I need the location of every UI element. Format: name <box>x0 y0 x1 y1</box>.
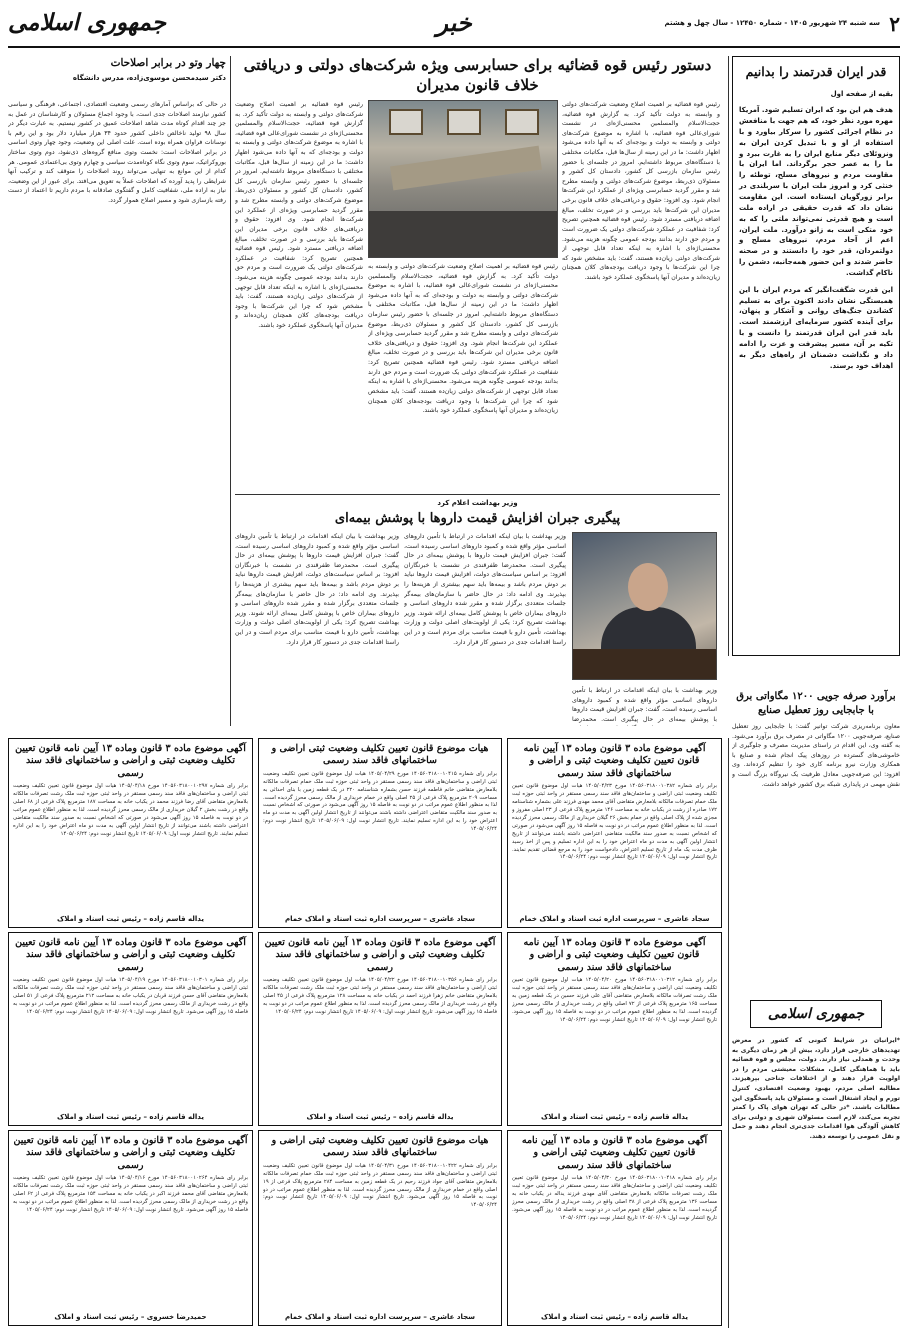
ad-body: برابر رای شماره ۱۴۰۵۶۰۳۱۸۰۰۱۰۳۸۲ مورخ ۱۴۰۵/۰۴/۲۳ هیات اول موضوع قانون تعیین تکلیف وضعیت ثبتی اراضی و ساختمان‌های فاقد سند رسمی مستقر در واحد ثبتی حوزه ثبت ملک خمام تصرفات مالکانه بلامعارض متقاضی آقای محمد مهدی فرزند علی بشماره شناسنامه ۱۷۲ صادره از رشت در یکباب خانه به مساحت ۱۴۶ مترمربع پلاک فرعی از ۲۳ اصلی مفروز و مجزی شده از پلاک اصلی واقع در خمام بخش ۲۶ گیلان خریداری از مالک رسمی محرز گردیده است. لذا به منظور اطلاع عموم مراتب در دو نوبت به فاصله ۱۵ روز آگهی می‌شود در صورتی که اشخاص نسبت به صدور سند مالکیت متقاضی اعتراضی داشته باشند می‌توانند از تاریخ انتشار اولین آگهی به مدت دو ماه اعتراض خود را به این اداره تسلیم و پس از اخذ رسید ظرف مدت یک ماه از تاریخ تسلیم اعتراض، دادخواست خود را به مرجع قضائی تقدیم نمایند. تاریخ انتشار نوبت اول: ۱۴۰۵/۰۶/۰۹ تاریخ انتشار نوبت دوم: ۱۴۰۵/۰۶/۲۴ <box>512 783 717 861</box>
masthead <box>8 6 900 44</box>
ad-title: آگهی موضوع ماده ۳ قانون وماده ۱۳ آیین نامه قانون تعیین تکلیف وضعیت ثبتی و اراضی و ساختمانهای فاقد سند رسمی <box>523 743 706 779</box>
ad-signature: حمیدرضا خسروی – رئیس ثبت اسناد و املاک <box>54 1312 207 1321</box>
ad-signature: سجاد عاشری – سرپرست اداره ثبت اسناد و املاک خمام <box>284 1312 476 1321</box>
legal-ad <box>258 932 502 1126</box>
dateline: سه شنبه ۲۴ شهریور ۱۴۰۵ - شماره ۱۲۴۵۰ - سال چهل و هشتم <box>664 19 880 27</box>
paper-logo: جمهوری اسلامی <box>8 9 166 36</box>
ad-body: برابر رای شماره ۱۴۰۵۶۰۳۱۸۰۰۱۰۴۲۲ مورخ ۱۴۰۵/۰۴/۳۱ هیات اول موضوع قانون تعیین تکلیف وضعیت ثبتی اراضی و ساختمان‌های فاقد سند رسمی مستقر در واحد ثبتی حوزه ثبت ملک خمام تصرفات مالکانه بلامعارض متقاضی آقای جواد فرزند رحیم در یک قطعه زمین به مساحت ۲۸۴ مترمربع پلاک فرعی از ۱۹ اصلی واقع در خمام خریداری از مالک رسمی محرز گردیده است. لذا به منظور اطلاع عموم مراتب در دو نوبت به فاصله ۱۵ روز آگهی می‌شود. تاریخ انتشار نوبت اول: ۱۴۰۵/۰۶/۰۹ تاریخ انتشار نوبت دوم: ۱۴۰۵/۰۶/۲۴ <box>263 1162 497 1209</box>
legal-ad <box>258 738 502 928</box>
health-story-col-3: وزیر بهداشت با بیان اینکه اقدامات در ارتباط با تأمین داروهای اساسی مؤثر واقع شده و کمبود داروهای اساسی رسیده است، گفت: جبران افزایش قیمت داروها با پوشش بیمه‌ای در حال پیگیری است. محمدرضا ظفرقندی در نشست با خبرنگاران افزود: بر اساس سیاست‌های دولت، افزایش قیمت داروها نباید بر دوش مردم باشد و بیمه‌ها باید سهم بیشتری از هزینه‌ها را بپذیرند. وی ادامه داد: در حال حاضر با سازمان‌های بیمه‌گر جلسات متعددی برگزار شده و مقرر شده داروهای اساسی و داروهای بیماران خاص با پوشش کامل بیمه‌ای ارائه شوند. وزیر بهداشت تصریح کرد: یکی از اولویت‌های اصلی دولت و وزارت بهداشت، تأمین دارو با قیمت مناسب برای مردم است و در این راستا اقدامات جدی در دستور کار قرار دارد. <box>235 533 399 646</box>
legal-ad <box>507 738 722 928</box>
ad-title: آگهی موضوع ماده ۳ قانون وماده ۱۳ آیین نامه قانون تعیین تکلیف وضعیت ثبتی و اراضی و ساختمانهای فاقد سند رسمی <box>15 743 246 779</box>
left-opinion-author: دکتر سیدمحسن موسوی‌زاده، مدرس دانشگاه <box>72 74 226 82</box>
legal-ad <box>8 1130 253 1326</box>
ad-signature: سجاد عاشری – سرپرست اداره ثبت اسناد و املاک خمام <box>519 914 710 923</box>
health-minister-photo <box>572 532 717 680</box>
photo-table <box>369 211 557 257</box>
left-opinion-title: چهار وتو در برابر اصلاحات <box>110 57 226 69</box>
page-number: ۲ <box>889 12 900 36</box>
legal-ad <box>258 1130 502 1326</box>
editorial-subtitle: بقیه از صفحه اول <box>830 90 893 99</box>
photo-face <box>628 563 668 611</box>
ad-body: برابر رای شماره ۱۴۰۵۶۰۳۱۸۰۰۱۰۳۱۲ مورخ ۱۴۰۵/۰۴/۲۰ هیات اول موضوع قانون تعیین تکلیف وضعیت ثبتی اراضی و ساختمان‌های فاقد سند رسمی مستقر در واحد ثبتی حوزه ثبت ملک رشت تصرفات مالکانه بلامعارض متقاضی آقای علی فرزند حسین در یک قطعه زمین به مساحت ۱۶۵ مترمربع پلاک فرعی از ۷۲ اصلی واقع در رشت خریداری از مالک رسمی محرز گردیده است. لذا به منظور اطلاع عموم مراتب در دو نوبت به فاصله ۱۵ روز آگهی می‌شود. تاریخ انتشار نوبت اول: ۱۴۰۵/۰۶/۰۹ تاریخ انتشار نوبت دوم: ۱۴۰۵/۰۶/۲۴ <box>512 977 717 1023</box>
main-story-col-1: رئیس قوه قضائیه بر اهمیت اصلاح وضعیت شرکت‌های دولتی و وابسته به دولت تأکید کرد. به گزارش قوه قضائیه، حجت‌الاسلام والمسلمین محسنی‌اژه‌ای در نشست شورای‌عالی قوه قضائیه، با اشاره به موضوع شرکت‌های دولتی و وابسته به دولت و بودجه‌ای که به آنها داده می‌شود اظهار داشت: ما در این زمینه از سال‌ها قبل، مکاتبات مختلفی با دستگاه‌های مربوط داشته‌ایم. امروز در جلسه‌ای با حضور رئیس سازمان بازرسی کل کشور، دادستان کل کشور و مسئولان ذی‌ربط، موضوع شرکت‌های دولتی و وابسته مطرح شد و مقرر گردید حسابرسی ویژه‌ای از عملکرد این شرکت‌ها انجام شود. وی افزود: حقوق و دریافتی‌های خلاف قانون برخی مدیران این شرکت‌ها باید بررسی و در صورت تخلف، مبالغ اضافه دریافتی مسترد شود. رئیس قوه قضائیه همچنین تصریح کرد: شفافیت در عملکرد شرکت‌های دولتی یک ضرورت است و مردم حق دارند بدانند بودجه عمومی چگونه هزینه می‌شود. محسنی‌اژه‌ای با اشاره به اینکه تعداد قابل توجهی از شرکت‌های دولتی زیان‌ده هستند، گفت: باید مشخص شود که چرا این شرکت‌ها با وجود دریافت بودجه‌های کلان همچنان زیان‌ده‌اند و مدیران آنها پاسخگوی عملکرد خود باشند. <box>562 101 720 281</box>
top-rule <box>8 46 900 48</box>
ad-body: برابر رای شماره ۱۴۰۵۶۰۳۱۸۰۰۱۰۴۱۸ مورخ ۱۴۰۵/۰۴/۳۰ هیات اول موضوع قانون تعیین تکلیف وضعیت ثبتی اراضی و ساختمان‌های فاقد سند رسمی مستقر در واحد ثبتی حوزه ثبت ملک رشت تصرفات مالکانه بلامعارض متقاضی آقای مهدی فرزند یداله در یکباب خانه به مساحت ۱۳۶ مترمربع پلاک فرعی از ۳۸ اصلی واقع در رشت خریداری از مالک رسمی محرز گردیده است. لذا به منظور اطلاع عموم مراتب در دو نوبت به فاصله ۱۵ روز آگهی می‌شود. تاریخ انتشار نوبت اول: ۱۴۰۵/۰۶/۰۹ تاریخ انتشار نوبت دوم: ۱۴۰۵/۰۶/۲۴ <box>512 1175 717 1221</box>
ad-signature: یداله قاسم زاده – رئیس ثبت اسناد و املاک <box>541 1312 688 1321</box>
power-story-text: معاون برنامه‌ریزی شرکت توانیر گفت: با جابجایی روز تعطیل صنایع، صرفه‌جویی ۱۲۰۰ مگاواتی در مصرف برق برآورد می‌شود. به گفته وی، این اقدام در راستای مدیریت مصرف و جلوگیری از خاموشی‌های گسترده در روزهای پیک انجام شده و صنایع با همکاری وزارت نیرو برنامه کاری خود را تنظیم کرده‌اند. وی افزود: این صرفه‌جویی معادل ظرفیت یک نیروگاه بزرگ است و نقش مهمی در پایداری شبکه برق کشور خواهد داشت. <box>732 723 900 788</box>
photo-frame-2 <box>447 109 481 135</box>
ad-title: آگهی موضوع ماده ۳ قانون وماده ۱۳ آیین نامه قانون تعیین تکلیف وضعیت ثبتی و اراضی و ساختمانهای فاقد سند رسمی <box>15 937 246 973</box>
power-headline: برآورد صرفه جویی ۱۲۰۰ مگاواتی برق با جابجایی روز تعطیل صنایع <box>736 691 896 716</box>
ad-title: آگهی موضوع ماده ۳ قانون وماده ۱۳ آیین نامه قانون تعیین تکلیف وضعیت ثبتی و اراضی و ساختمانهای فاقد سند رسمی <box>523 937 706 973</box>
ad-title: هیات موضوع قانون تعیین تکلیف وضعیت ثبتی اراضی و ساختمانهای فاقد سند رسمی <box>271 743 489 767</box>
section-name: خبر <box>436 8 472 37</box>
ad-signature: یداله قاسم زاده – رئیس ثبت اسناد و املاک <box>541 1112 688 1121</box>
main-story-col-3: رئیس قوه قضائیه بر اهمیت اصلاح وضعیت شرکت‌های دولتی و وابسته به دولت تأکید کرد. به گزارش قوه قضائیه، حجت‌الاسلام والمسلمین محسنی‌اژه‌ای در نشست شورای‌عالی قوه قضائیه، با اشاره به موضوع شرکت‌های دولتی و وابسته به دولت و بودجه‌ای که به آنها داده می‌شود اظهار داشت: ما در این زمینه از سال‌ها قبل، مکاتبات مختلفی با دستگاه‌های مربوط داشته‌ایم. امروز در جلسه‌ای با حضور رئیس سازمان بازرسی کل کشور، دادستان کل کشور و مسئولان ذی‌ربط، موضوع شرکت‌های دولتی و وابسته مطرح شد و مقرر گردید حسابرسی ویژه‌ای از عملکرد این شرکت‌ها انجام شود. وی افزود: حقوق و دریافتی‌های خلاف قانون برخی مدیران این شرکت‌ها باید بررسی و در صورت تخلف، مبالغ اضافه دریافتی مسترد شود. رئیس قوه قضائیه همچنین تصریح کرد: شفافیت در عملکرد شرکت‌های دولتی یک ضرورت است و مردم حق دارند بدانند بودجه عمومی چگونه هزینه می‌شود. محسنی‌اژه‌ای با اشاره به اینکه تعداد قابل توجهی از شرکت‌های دولتی زیان‌ده هستند، گفت: باید مشخص شود که چرا این شرکت‌ها با وجود دریافت بودجه‌های کلان همچنان زیان‌ده‌اند و مدیران آنها پاسخگوی عملکرد خود باشند. <box>235 101 363 330</box>
ad-title: آگهی موضوع ماده ۳ قانون وماده ۱۳ آیین نامه قانون تعیین تکلیف وضعیت ثبتی و اراضی و ساختمانهای فاقد سند رسمی <box>264 937 496 973</box>
ad-signature: سجاد عاشری – سرپرست اداره ثبت اسناد و املاک خمام <box>284 914 476 923</box>
section-rule <box>235 494 720 495</box>
column-rule <box>728 56 729 656</box>
health-headline: پیگیری جبران افزایش قیمت داروها با پوشش بیمه‌ای <box>334 511 621 526</box>
photo-frame-3 <box>505 109 539 135</box>
health-kicker: وزیر بهداشت اعلام کرد <box>437 499 518 507</box>
photo-frame-1 <box>389 109 423 135</box>
left-opinion-text: در حالی که براساس آمارهای رسمی وضعیت اقتصادی، اجتماعی، فرهنگی و سیاسی کشور نیازمند اصلاحات جدی است، با وجود اجماع مسئولان و کارشناسان در عمل به جز چند اقدام کوتاه مدت شاهد اصلاحات عمیق در کشور نیستیم. به عبارت دیگر در سال ۹۸ تولید ناخالص داخلی کشور حدود ۳۴ هزار میلیارد دلار بود و این رقم با نوسانات فراوان همراه بوده است. علت اصلی این وضعیت، وجود چهار وتوی اساسی در برابر اصلاحات است: نخست وتوی منافع گروه‌های ذی‌نفوذ، دوم وتوی ساختار بوروکراتیک، سوم وتوی نگاه کوتاه‌مدت سیاسی و چهارم وتوی بی‌اعتمادی عمومی. هر کدام از این موانع به تنهایی می‌تواند روند اصلاحات را متوقف کند و ترکیب آنها شرایطی را پدید آورده که اصلاحات عملاً به تعویق می‌افتد. برای عبور از این وضعیت، نیاز به اراده ملی، شفافیت کامل و گفتگوی صادقانه با مردم داریم تا اعتماد از دست رفته بازسازی شود و مسیر اصلاح هموار گردد. <box>8 101 226 205</box>
ad-signature: یداله قاسم زاده – رئیس ثبت اسناد و املاک <box>57 914 204 923</box>
column-rule <box>230 56 231 726</box>
main-headline: دستور رئیس قوه قضائیه برای حسابرسی ویژه شرکت‌های دولتی و دریافتی خلاف قانون مدیران <box>243 56 712 94</box>
ad-signature: یداله قاسم زاده – رئیس ثبت اسناد و املاک <box>306 1112 454 1121</box>
photo-desk <box>573 649 716 679</box>
photo-banner <box>390 146 542 191</box>
legal-ad <box>507 1130 722 1326</box>
ad-title: آگهی موضوع ماده ۳ قانون و ماده ۱۳ آیین نامه قانون تعیین تکلیف وضعیت ثبتی اراضی و ساختمانهای فاقد سند رسمی <box>521 1135 708 1171</box>
ad-title: آگهی موضوع ماده ۳ قانون و ماده ۱۳ آیین نامه قانون تعیین تکلیف وضعیت ثبتی و اراضی و ساختمانهای فاقد سند رسمی <box>13 1135 248 1171</box>
editorial-text: هدف هم این بود که ایران تسلیم شود. آمریکا مهره مورد نظر خود، که هم جهت با منافعش در نظام اجرائی کشور را سرکار بیاورد و با استفاده از او و با تبدیل کردن ایران به ونزوئلای دیگر منابع ایران را به غارت ببرد و ما را به عصر حجر برگرداند. اما ایران با مقاومت مردم و نیروهای مسلح، توطئه را خنثی کرد و امروز ملت ایران با سربلندی در برابر زورگویان ایستاده است. این مقاومت نشان داد که قدرت حقیقی در اراده ملت است و هیچ قدرتی نمی‌تواند ملتی را که به خود متکی است به زانو درآورد. ملت ایران، اعم از آحاد مردم، نیروهای مسلح و دولتمردان، قدر خود را دانستند و در صحنه حاضر شدند و این حضور همه‌جانبه، دشمن را ناکام گذاشت. <box>739 106 893 277</box>
health-story-col-1: وزیر بهداشت با بیان اینکه اقدامات در ارتباط با تأمین داروهای اساسی مؤثر واقع شده و کمبود داروهای اساسی رسیده است، گفت: جبران افزایش قیمت داروها با پوشش بیمه‌ای در حال پیگیری است. محمدرضا <box>572 687 717 723</box>
legal-ad <box>507 932 722 1126</box>
ad-body: برابر رای شماره ۱۴۰۵۶۰۳۱۸۰۰۱۰۳۰۱ مورخ ۱۴۰۵/۰۴/۱۹ هیات اول موضوع قانون تعیین تکلیف وضعیت ثبتی اراضی و ساختمان‌های فاقد سند رسمی مستقر در واحد ثبتی حوزه ثبت ملک رشت تصرفات مالکانه بلامعارض متقاضی آقای حسن فرزند قربان در یکباب خانه به مساحت ۲۱۲ مترمربع پلاک فرعی از ۵۱ اصلی واقع در رشت خریداری از مالک رسمی محرز گردیده است. لذا به منظور اطلاع عموم مراتب در دو نوبت به فاصله ۱۵ روز آگهی می‌شود. تاریخ انتشار نوبت اول: ۱۴۰۵/۰۶/۰۹ تاریخ انتشار نوبت دوم: ۱۴۰۵/۰۶/۲۴ <box>13 977 248 1015</box>
ad-body: برابر رای شماره ۱۴۰۵۶۰۳۱۸۰۰۱۰۳۵۶ مورخ ۱۴۰۵/۰۴/۲۲ هیات اول موضوع قانون تعیین تکلیف وضعیت ثبتی اراضی و ساختمان‌های فاقد سند رسمی مستقر در واحد ثبتی حوزه ثبت ملک رشت تصرفات مالکانه بلامعارض متقاضی خانم زهرا فرزند احمد در یکباب خانه به مساحت ۱۲۸ مترمربع پلاک فرعی از ۴۵ اصلی واقع در رشت خریداری از مالک رسمی محرز گردیده است. لذا به منظور اطلاع عموم مراتب در دو نوبت به فاصله ۱۵ روز آگهی می‌شود. تاریخ انتشار نوبت اول: ۱۴۰۵/۰۶/۰۹ تاریخ انتشار نوبت دوم: ۱۴۰۵/۰۶/۲۴ <box>263 977 497 1015</box>
ad-body: برابر رای شماره ۱۴۰۵۶۰۳۱۸۰۰۱۰۲۹۷ مورخ ۱۴۰۵/۰۴/۱۸ هیات اول موضوع قانون تعیین تکلیف وضعیت ثبتی اراضی و ساختمان‌های فاقد سند رسمی مستقر در واحد ثبتی حوزه ثبت ملک رشت تصرفات مالکانه بلامعارض متقاضی آقای رضا فرزند محمد در یکباب خانه به مساحت ۱۸۷ مترمربع پلاک فرعی از ۶۸ اصلی واقع در رشت بخش ۲ گیلان خریداری از مالک رسمی محرز گردیده است. لذا به منظور اطلاع عموم مراتب در دو نوبت به فاصله ۱۵ روز آگهی می‌شود در صورتی که اشخاص نسبت به صدور سند مالکیت متقاضی اعتراضی داشته باشند می‌توانند از تاریخ انتشار اولین آگهی به مدت دو ماه اعتراض خود را به این اداره تسلیم نمایند. تاریخ انتشار نوبت اول: ۱۴۰۵/۰۶/۰۹ تاریخ انتشار نوبت دوم: ۱۴۰۵/۰۶/۲۴ <box>13 783 248 837</box>
judiciary-meeting-photo <box>368 100 558 258</box>
notice-text: *ایرانیان در شرایط کنونی که کشور در معرض تهدیدهای خارجی قرار دارد، بیش از هر زمان دیگری به وحدت و همدلی نیاز دارند. دولت، مجلس و قوه قضائیه باید با هماهنگی کامل، مشکلات معیشتی مردم را در اولویت قرار دهند و از اختلافات جناحی بپرهیزند. مطالبه اصلی مردم، بهبود وضعیت اقتصادی، کنترل تورم و ایجاد اشتغال است و مسئولان باید پاسخگوی این مطالبات باشند. *در حالی که تهران هوای پاک را کمتر تجربه می‌کند، لازم است مسئولان شهری و دولتی برای کاهش آلودگی هوا اقدامات جدی‌تری انجام دهند و حمل و نقل عمومی را توسعه دهند. <box>732 1037 900 1141</box>
editorial-box <box>732 56 900 656</box>
health-story-col-2: وزیر بهداشت با بیان اینکه اقدامات در ارتباط با تأمین داروهای اساسی مؤثر واقع شده و کمبود داروهای اساسی رسیده است، گفت: جبران افزایش قیمت داروها با پوشش بیمه‌ای در حال پیگیری است. محمدرضا ظفرقندی در نشست با خبرنگاران افزود: بر اساس سیاست‌های دولت، افزایش قیمت داروها نباید بر دوش مردم باشد و بیمه‌ها باید سهم بیشتری از هزینه‌ها را بپذیرند. وی ادامه داد: در حال حاضر با سازمان‌های بیمه‌گر جلسات متعددی برگزار شده و مقرر شده داروهای اساسی و داروهای بیماران خاص با پوشش کامل بیمه‌ای ارائه شوند. وزیر بهداشت تصریح کرد: یکی از اولویت‌های اصلی دولت و وزارت بهداشت، تأمین دارو با قیمت مناسب برای مردم است و در این راستا اقدامات جدی در دستور کار قرار دارد. <box>404 533 566 646</box>
legal-ad <box>8 932 253 1126</box>
legal-ad <box>8 738 253 928</box>
column-rule <box>728 738 729 1328</box>
notice-logo: جمهوری اسلامی <box>750 1000 882 1028</box>
editorial-text-2: این قدرت شگفت‌انگیز که مردم ایران با این همبستگی نشان دادند اکنون برای به تسلیم کشاندن جنگ‌های روانی و آشکار و پنهان، برای آینده کشور سرمایه‌ای ارزشمند است. باید قدر این ایران قدرتمند را دانست و با تکیه بر آن، مسیر پیشرفت و عزت را ادامه داد و نگذاشت دشمنان از راه‌های دیگر به اهداف خود برسند. <box>739 285 893 370</box>
main-story-col-2: رئیس قوه قضائیه بر اهمیت اصلاح وضعیت شرکت‌های دولتی و وابسته به دولت تأکید کرد. به گزارش قوه قضائیه، حجت‌الاسلام والمسلمین محسنی‌اژه‌ای در نشست شورای‌عالی قوه قضائیه، با اشاره به موضوع شرکت‌های دولتی و وابسته به دولت و بودجه‌ای که به آنها داده می‌شود اظهار داشت: ما در این زمینه از سال‌ها قبل، مکاتبات مختلفی با دستگاه‌های مربوط داشته‌ایم. امروز در جلسه‌ای با حضور رئیس سازمان بازرسی کل کشور، دادستان کل کشور و مسئولان ذی‌ربط، موضوع شرکت‌های دولتی و وابسته مطرح شد و مقرر گردید حسابرسی ویژه‌ای از عملکرد این شرکت‌ها انجام شود. وی افزود: حقوق و دریافتی‌های خلاف قانون برخی مدیران این شرکت‌ها باید بررسی و در صورت تخلف، مبالغ اضافه دریافتی مسترد شود. رئیس قوه قضائیه همچنین تصریح کرد: شفافیت در عملکرد شرکت‌های دولتی یک ضرورت است و مردم حق دارند بدانند بودجه عمومی چگونه هزینه می‌شود. محسنی‌اژه‌ای با اشاره به اینکه تعداد قابل توجهی از شرکت‌های دولتی زیان‌ده هستند، گفت: باید مشخص شود که چرا این شرکت‌ها با وجود دریافت بودجه‌های کلان همچنان زیان‌ده‌اند و مدیران آنها پاسخگوی عملکرد خود باشند. <box>368 263 558 415</box>
ad-signature: یداله قاسم زاده – رئیس ثبت اسناد و املاک <box>57 1112 204 1121</box>
ad-body: برابر رای شماره ۱۴۰۵۶۰۳۱۸۰۰۱۰۲۶۴ مورخ ۱۴۰۵/۰۴/۱۶ هیات اول موضوع قانون تعیین تکلیف وضعیت ثبتی اراضی و ساختمان‌های فاقد سند رسمی مستقر در واحد ثبتی حوزه ثبت ملک رشت تصرفات مالکانه بلامعارض متقاضی آقای محمد فرزند اکبر در یکباب خانه به مساحت ۱۵۴ مترمربع پلاک فرعی از ۶۲ اصلی واقع در رشت خریداری از مالک رسمی محرز گردیده است. لذا به منظور اطلاع عموم مراتب در دو نوبت به فاصله ۱۵ روز آگهی می‌شود. تاریخ انتشار نوبت اول: ۱۴۰۵/۰۶/۰۹ تاریخ انتشار نوبت دوم: ۱۴۰۵/۰۶/۲۴ <box>13 1175 248 1213</box>
ad-body: برابر رای شماره ۱۴۰۵۶۰۳۱۸۰۰۱۰۴۱۵ مورخ ۱۴۰۵/۰۴/۲۹ هیات اول موضوع قانون تعیین تکلیف وضعیت ثبتی اراضی و ساختمان‌های فاقد سند رسمی مستقر در واحد ثبتی حوزه ثبت ملک خمام تصرفات مالکانه بلامعارض متقاضی خانم فاطمه فرزند حسن بشماره شناسنامه ۲۲۰ در یک قطعه زمین با بنای احداثی به مساحت ۲۰۹ مترمربع پلاک فرعی از ۲۵ اصلی واقع در خمام خریداری از مالک رسمی محرز گردیده است. لذا به منظور اطلاع عموم مراتب در دو نوبت به فاصله ۱۵ روز آگهی می‌شود در صورتی که اشخاص نسبت به صدور سند مالکیت متقاضی اعتراضی داشته باشند می‌توانند از تاریخ انتشار اولین آگهی به مدت دو ماه اعتراض خود را به این اداره تسلیم نمایند. تاریخ انتشار نوبت اول: ۱۴۰۵/۰۶/۰۹ تاریخ انتشار نوبت دوم: ۱۴۰۵/۰۶/۲۴ <box>263 770 497 833</box>
ad-title: هیات موضوع قانون تعیین تکلیف وضعیت ثبتی اراضی و ساختمانهای فاقد سند رسمی <box>271 1135 489 1159</box>
editorial-title: قدر ایران قدرتمند را بدانیم <box>745 64 887 79</box>
